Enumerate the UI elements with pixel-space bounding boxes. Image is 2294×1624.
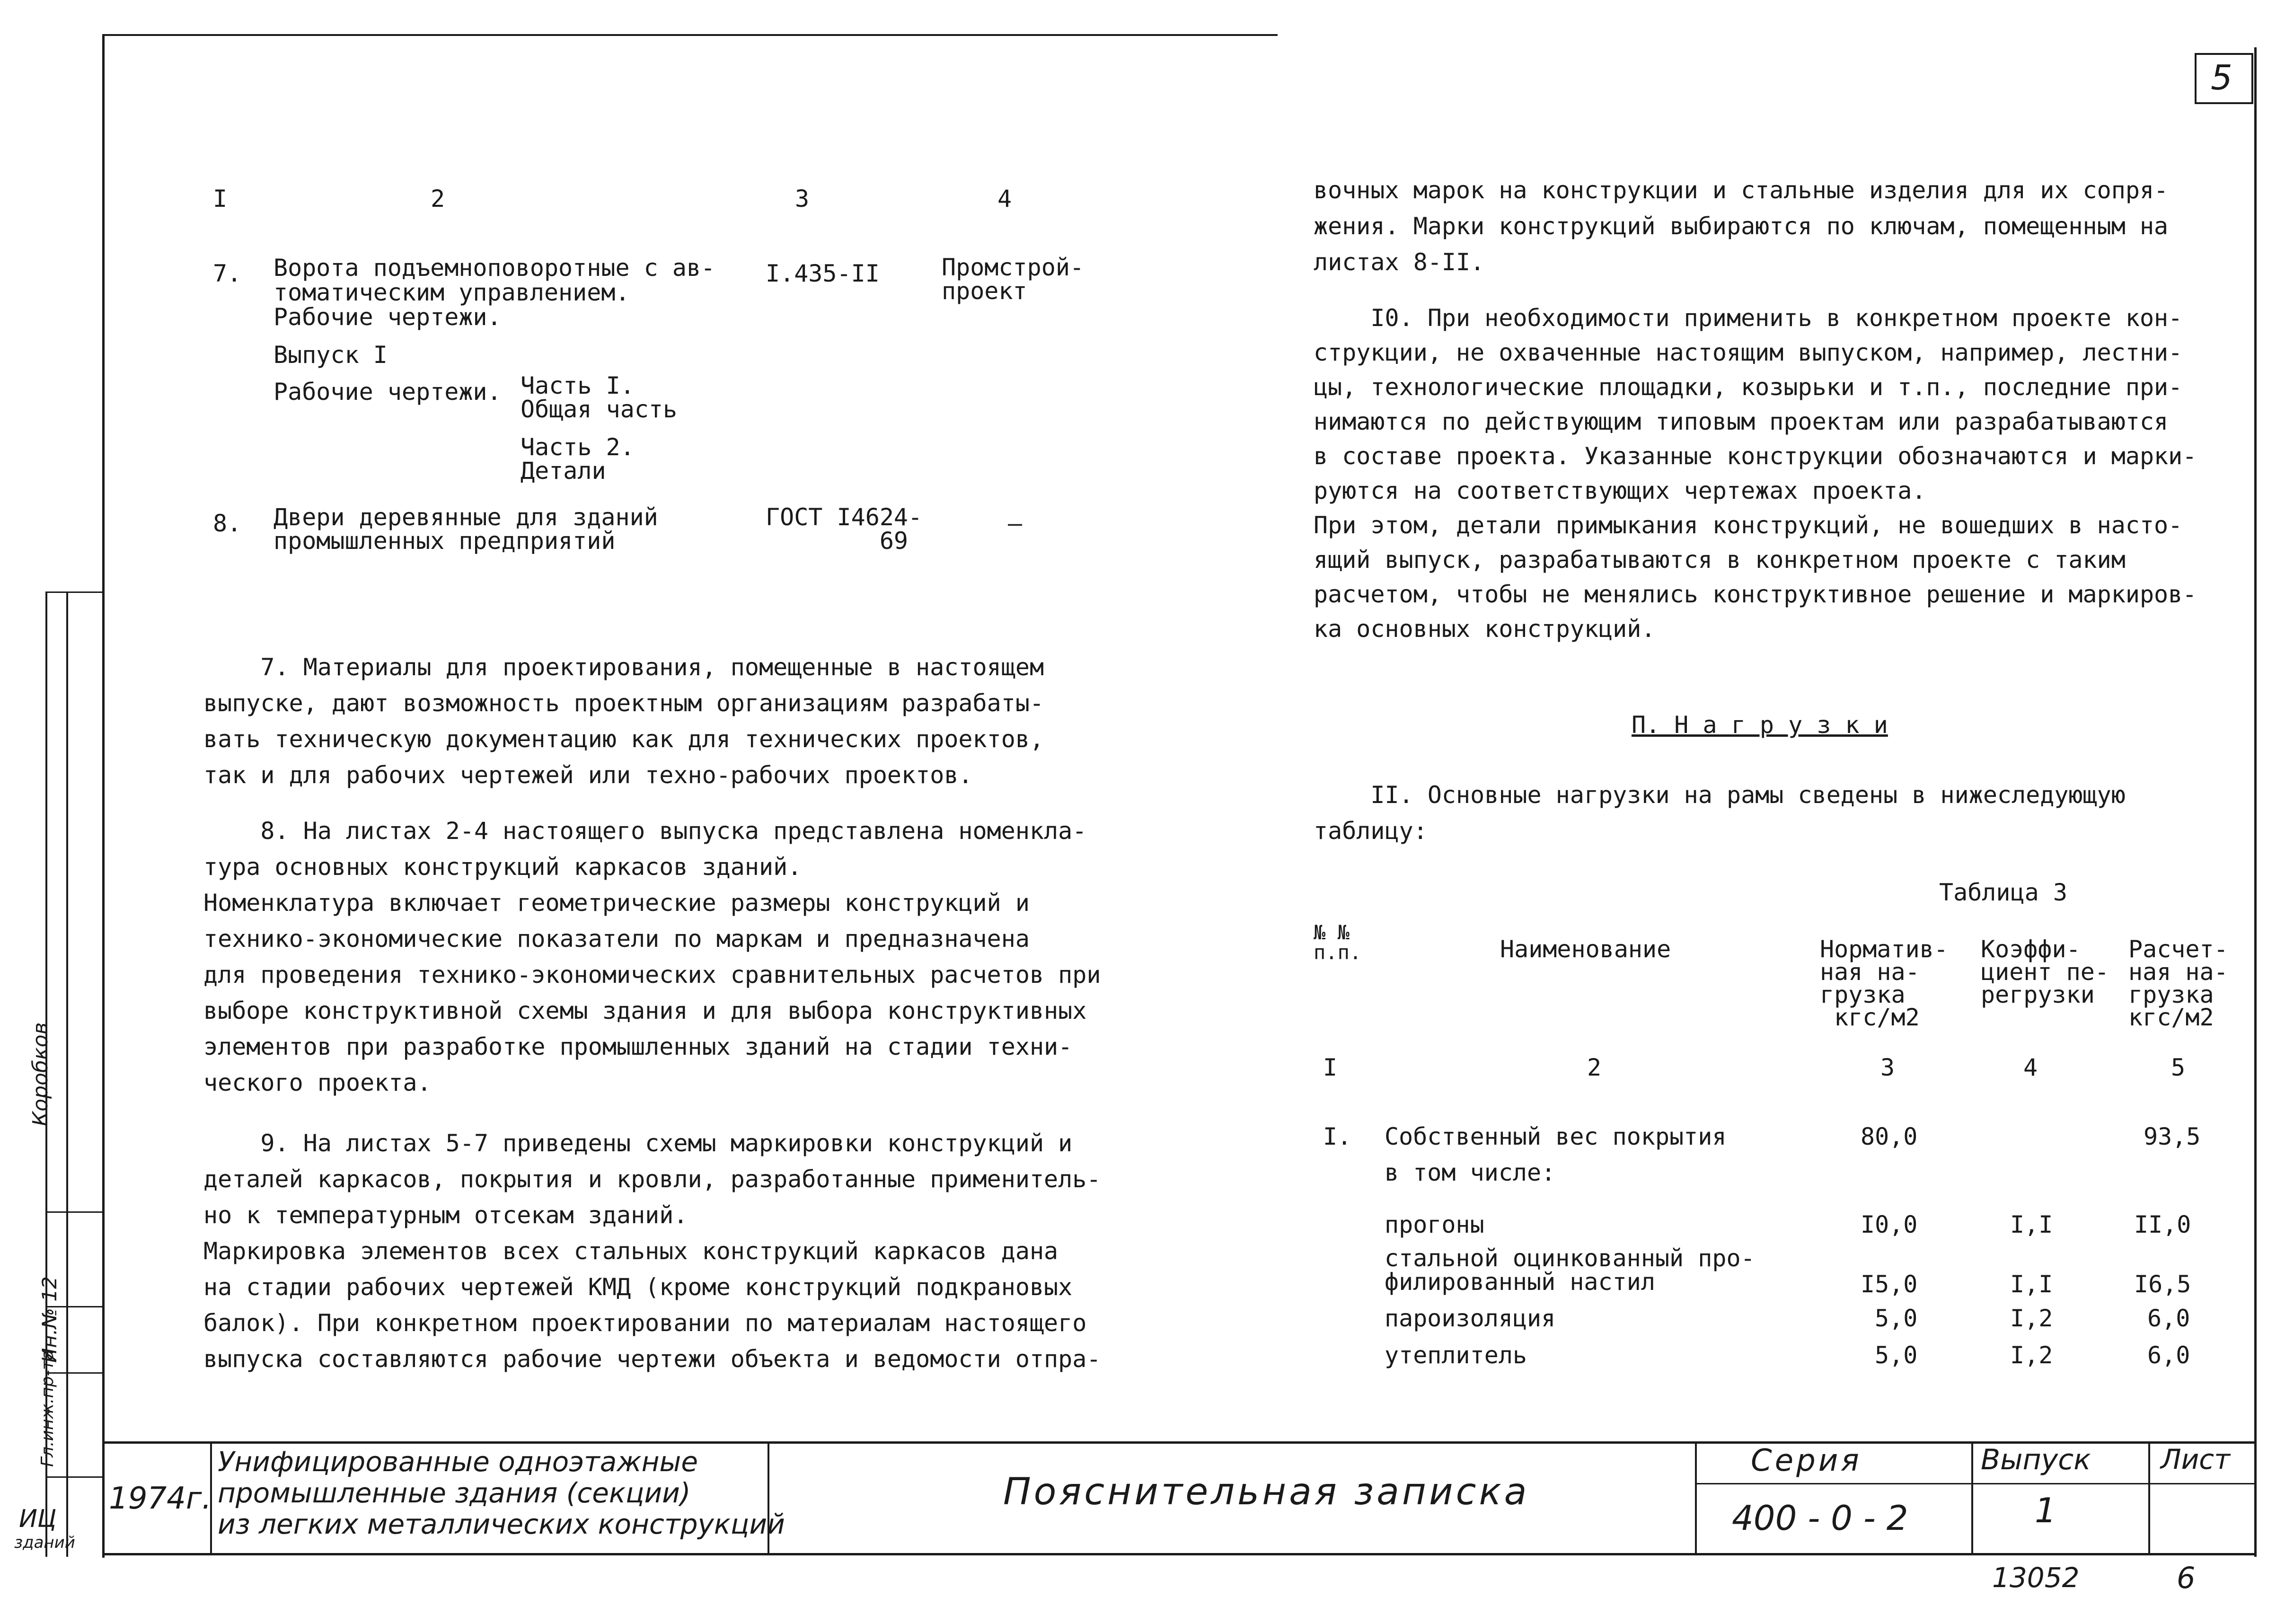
item7-org: Промстрой- проект (942, 254, 1085, 305)
left-table-header-3: 3 (795, 185, 810, 212)
loads-row3-norm: I5,0 (1861, 1271, 1918, 1298)
loads-row4-name: пароизоляция (1385, 1305, 1556, 1332)
side-stamp-hline-1 (45, 591, 103, 593)
paragraph-11: II. Основные нагрузки на рамы сведены в нижеследующую таблицу: (1314, 781, 2126, 845)
item7-number: 7. (213, 260, 242, 287)
frame-top-line (104, 34, 1278, 36)
title-block-issue-label: Выпуск (1981, 1443, 2091, 1476)
item7-title: Ворота подъемноповоротные с ав- томатическим управлением. Рабочие чертежи. (274, 254, 715, 331)
sheet-number: 5 (2211, 58, 2232, 97)
loads-row3-calc: I6,5 (2134, 1271, 2191, 1298)
paragraph-9: 9. На листах 5-7 приведены схемы маркировки конструкций и деталей каркасов, покрытия и кровли, разработанные применитель- но к температурным отсекам зданий. Маркировка элементов всех стальных конструкций каркасов дана на стадии рабочих чертежей КМД (кроме конструкций подкрановых балок). При конкретном проектировании по материалам настоящего выпуска составляются рабочие чертежи объекта и ведомости отпра- (203, 1130, 1101, 1373)
item7-code: I.435-II (766, 260, 880, 287)
loads-row5-norm: 5,0 (1875, 1342, 1918, 1369)
side-stamp-hline-2 (45, 1211, 103, 1213)
loads-row1-name: Собственный вес покрытия в том числе: (1385, 1123, 1727, 1186)
item7-issue: Выпуск I (274, 341, 388, 369)
item7-part2: Часть 2. Детали (521, 433, 635, 485)
loads-row3-name: стальной оцинкованный про- филированный настил (1385, 1244, 1755, 1296)
loads-row4-coef: I,2 (2010, 1305, 2053, 1332)
sheet-number-box (2195, 53, 2253, 104)
left-table-header-4: 4 (997, 185, 1012, 212)
loads-row1-calc: 93,5 (2144, 1123, 2201, 1150)
title-block-year: 1974г. (109, 1481, 212, 1516)
loads-header-norm: Норматив- ная на- грузка кгс/м2 (1820, 936, 1948, 1031)
title-block-series-label: Серия (1751, 1443, 1862, 1478)
footer-archive-number: 13052 (1992, 1562, 2080, 1594)
loads-row2-calc: II,0 (2134, 1211, 2191, 1238)
loads-row3-coef: I,I (2010, 1271, 2053, 1298)
loads-colnum-5: 5 (2171, 1054, 2186, 1081)
frame-right-line (2254, 47, 2257, 1557)
loads-row2-coef: I,I (2010, 1211, 2053, 1238)
side-stamp-hline-5 (45, 1476, 103, 1478)
title-block-label-line (1695, 1483, 2256, 1484)
loads-header-num: № № п.п. (1314, 921, 1362, 964)
title-block-doc-title: Пояснительная записка (1003, 1471, 1530, 1513)
loads-colnum-1: I (1323, 1054, 1338, 1081)
footer-page-number: 6 (2177, 1561, 2196, 1595)
item7-part1: Часть I. Общая часть (521, 372, 678, 423)
side-stamp-chief: Гл.инж.пр-та (38, 1350, 57, 1467)
title-block-divider-doc (1695, 1441, 1697, 1555)
loads-row4-calc: 6,0 (2147, 1305, 2190, 1332)
loads-header-calc: Расчет- ная на- грузка кгс/м2 (2128, 936, 2228, 1031)
loads-header-name: Наименование (1500, 936, 1671, 963)
side-stamp-line-2 (66, 591, 68, 1557)
item8-number: 8. (213, 510, 242, 537)
loads-row5-coef: I,2 (2010, 1342, 2053, 1369)
loads-colnum-2: 2 (1587, 1054, 1602, 1081)
loads-header-coef: Коэффи- циент пе- регрузки (1981, 936, 2109, 1008)
loads-colnum-4: 4 (2023, 1054, 2038, 1081)
paragraph-9-continued: вочных марок на конструкции и стальные изделия для их сопря- жения. Марки конструкций выбираются по ключам, помещенным на листах 8-II. (1314, 177, 2169, 276)
loads-row5-name: утеплитель (1385, 1342, 1527, 1369)
section-heading-loads: П. Н а г р у з к и (1632, 711, 1888, 739)
side-stamp-surname: Коробков (28, 1022, 53, 1126)
side-stamp-code: ИЦ (19, 1505, 57, 1533)
title-block-divider-series (1971, 1441, 1973, 1555)
side-stamp-buildings: зданий (14, 1533, 75, 1552)
side-stamp-inv: Ин.№ 12 (38, 1276, 61, 1363)
item8-title: Двери деревянные для зданий промышленных предприятий (274, 503, 658, 555)
title-block-project-title: Унифицированные одноэтажные промышленные здания (секции) из легких металлических конструкций (218, 1446, 785, 1540)
table-caption: Таблица 3 (1939, 879, 2067, 906)
loads-row2-name: прогоны (1385, 1211, 1484, 1238)
paragraph-10: I0. При необходимости применить в конкретном проекте кон- струкции, не охваченные настоящим выпуском, например, лестни- цы, технологические площадки, козырьки и т.п., последние при- нимаются по действующим типовым проектам или разрабатываются в составе проекта. Указанные конструкции обозначаются и марки- руются на соответствующих чертежах проекта. При этом, детали примыкания конструкций, не вошедших в насто- ящий выпуск, разрабатываются в конкретном проекте с таким расчетом, чтобы не менялись конструктивное решение и маркиров- ка основных конструкций. (1314, 304, 2197, 643)
left-table-header-2: 2 (431, 185, 445, 212)
title-block-issue-value: 1 (2035, 1491, 2056, 1530)
item8-org: — (1008, 510, 1023, 537)
paragraph-7: 7. Материалы для проектирования, помещенные в настоящем выпуске, дают возможность проектным организациям разрабаты- вать техническую документацию как для технических проектов, так и для рабочих чертежей или техно-рабочих проектов. (203, 653, 1044, 789)
title-block-divider-issue (2148, 1441, 2150, 1555)
title-block-sheet-label: Лист (2161, 1443, 2230, 1475)
loads-colnum-3: 3 (1880, 1054, 1895, 1081)
frame-bottom-line (102, 1553, 2256, 1555)
loads-row1-num: I. (1323, 1123, 1352, 1150)
paragraph-8: 8. На листах 2-4 настоящего выпуска представлена номенкла- тура основных конструкций каркасов зданий. Номенклатура включает геометрические размеры конструкций и технико-экономические показатели по маркам и предназначена для проведения технико-экономических сравнительных расчетов при выборе конструктивной схемы здания и для выбора конструктивных элементов при разработке промышленных зданий на стадии техни- ческого проекта. (203, 817, 1101, 1096)
item8-code: ГОСТ I4624- 69 (766, 503, 923, 555)
loads-row4-norm: 5,0 (1875, 1305, 1918, 1332)
title-block-top-line (102, 1441, 2256, 1444)
left-table-header-1: I (213, 185, 228, 212)
loads-row5-calc: 6,0 (2147, 1342, 2190, 1369)
title-block-series-value: 400 - 0 - 2 (1732, 1498, 1908, 1538)
item7-part-label: Рабочие чертежи. (274, 378, 502, 406)
loads-row1-norm: 80,0 (1861, 1123, 1918, 1150)
loads-row2-norm: I0,0 (1861, 1211, 1918, 1238)
frame-left-line (102, 34, 105, 1558)
